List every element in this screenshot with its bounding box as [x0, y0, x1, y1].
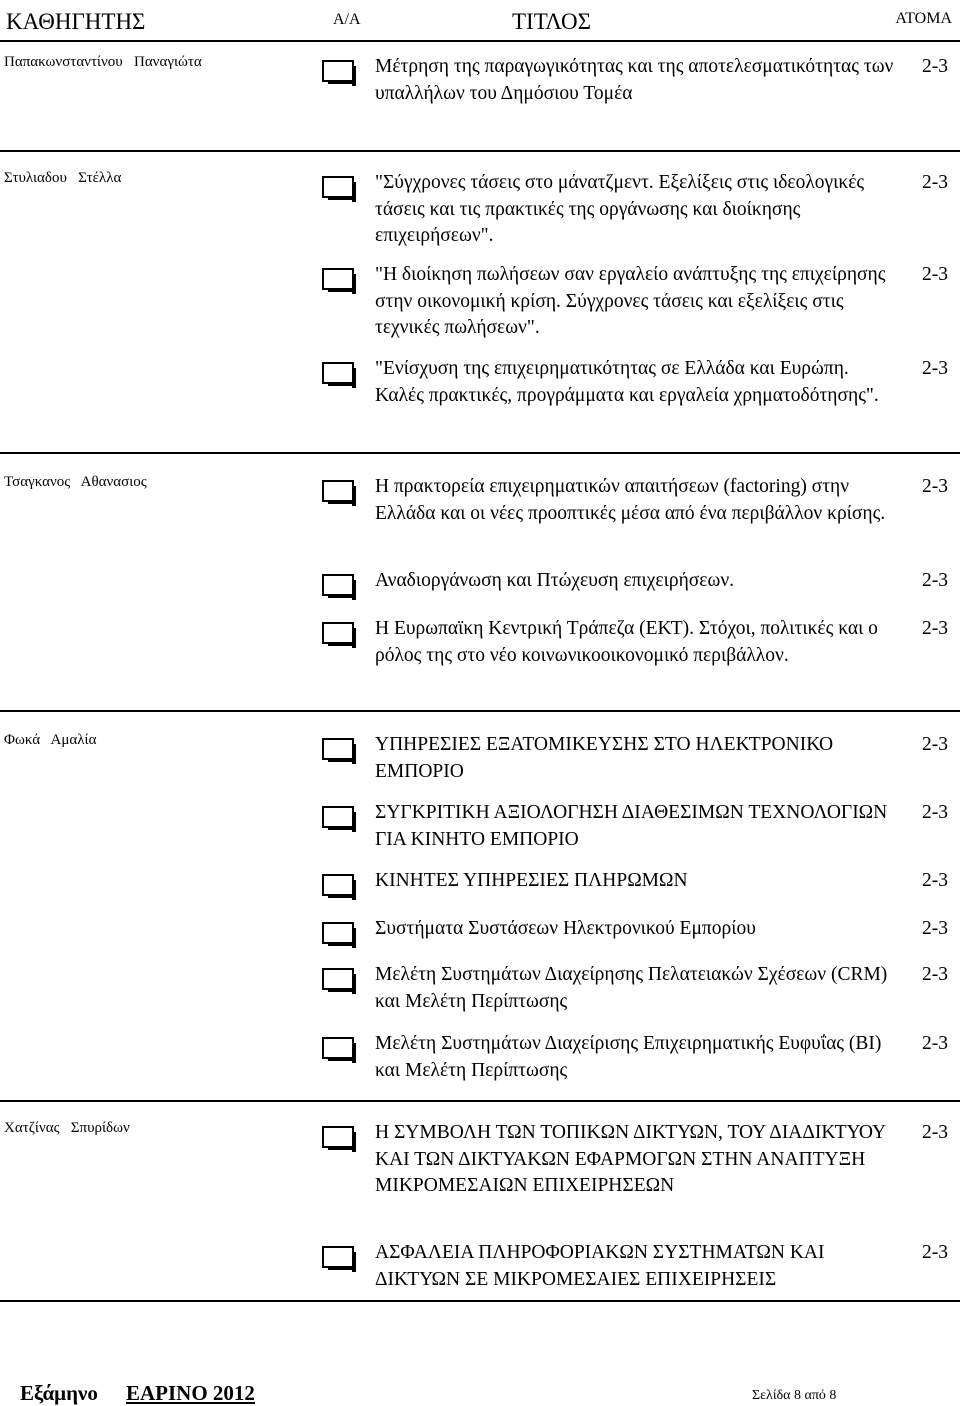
thesis-title: Η πρακτορεία επιχειρηματικών απαιτήσεων (factoring) στην Ελλάδα και οι νέες προοπτικές μέσα από ένα περιβάλλον κρίσης.: [375, 476, 886, 524]
thesis-title: Συστήματα Συστάσεων Ηλεκτρονικού Εμπορίου: [375, 918, 756, 939]
checkbox-icon[interactable]: [322, 574, 354, 596]
thesis-people: 2-3: [922, 358, 948, 379]
thesis-title: Η Ευρωπαϊκη Κεντρική Τράπεζα (ΕΚΤ). Στόχοι, πολιτικές και ο ρόλος της στο νέο κοινωνικοοικονομικό περιβάλλον.: [375, 618, 878, 666]
thesis-people: 2-3: [922, 476, 948, 497]
semester-value: ΕΑΡΙΝΟ 2012: [126, 1381, 255, 1405]
teacher-name: Παπακωνσταντίνου Παναγιώτα: [4, 54, 202, 70]
thesis-people: 2-3: [922, 964, 948, 985]
thesis-title: Η ΣΥΜΒΟΛΗ ΤΩΝ ΤΟΠΙΚΩΝ ΔΙΚΤΥΩΝ, ΤΟΥ ΔΙΑΔΙΚΤΥΟΥ ΚΑΙ ΤΩΝ ΔΙΚΤΥΑΚΩΝ ΕΦΑΡΜΟΓΩΝ ΣΤΗΝ ΑΝΑΠΤΥΞΗ ΜΙΚΡΟΜΕΣΑΙΩΝ ΕΠΙΧΕΙΡΗΣΕΩΝ: [375, 1122, 886, 1196]
group-divider: [0, 150, 960, 152]
thesis-title: "Ενίσχυση της επιχειρηματικότητας σε Ελλάδα και Ευρώπη. Καλές πρακτικές, προγράμματα και εργαλεία χρηματοδότησης".: [375, 358, 879, 406]
checkbox-icon[interactable]: [322, 362, 354, 384]
thesis-people: 2-3: [922, 1033, 948, 1054]
header-teacher: ΚΑΘΗΓΗΤΗΣ: [6, 9, 146, 34]
teacher-name: Τσαγκανος Αθανασιος: [4, 474, 147, 490]
thesis-people: 2-3: [922, 618, 948, 639]
thesis-title: Μελέτη Συστημάτων Διαχείρησης Πελατειακών Σχέσεων (CRM) και Μελέτη Περίπτωσης: [375, 964, 888, 1012]
header-divider: [0, 40, 960, 42]
thesis-people: 2-3: [922, 1242, 948, 1263]
checkbox-icon[interactable]: [322, 60, 354, 82]
thesis-people: 2-3: [922, 870, 948, 891]
checkbox-icon[interactable]: [322, 176, 354, 198]
group-divider: [0, 710, 960, 712]
table-header: [0, 0, 960, 40]
group-divider: [0, 1100, 960, 1102]
page-number: Σελίδα 8 από 8: [752, 1388, 837, 1403]
checkbox-icon[interactable]: [322, 1246, 354, 1268]
thesis-people: 2-3: [922, 172, 948, 193]
thesis-title: ΥΠΗΡΕΣΙΕΣ ΕΞΑΤΟΜΙΚΕΥΣΗΣ ΣΤΟ ΗΛΕΚΤΡΟΝΙΚΟ ΕΜΠΟΡΙΟ: [375, 734, 834, 782]
checkbox-icon[interactable]: [322, 1037, 354, 1059]
thesis-people: 2-3: [922, 56, 948, 77]
thesis-title: "Η διοίκηση πωλήσεων σαν εργαλείο ανάπτυξης της επιχείρησης στην οικονομική κρίση. Σύγχρονες τάσεις και εξελίξεις στις τεχνικές πωλήσεων".: [375, 264, 886, 338]
checkbox-icon[interactable]: [322, 738, 354, 760]
header-people: ΑΤΟΜΑ: [895, 10, 952, 27]
thesis-title: "Σύγχρονες τάσεις στο μάνατζμεντ. Εξελίξεις στις ιδεολογικές τάσεις και τις πρακτικές της οργάνωσης και διοίκησης επιχειρήσεων".: [375, 172, 865, 246]
checkbox-icon[interactable]: [322, 874, 354, 896]
thesis-title: ΑΣΦΑΛΕΙΑ ΠΛΗΡΟΦΟΡΙΑΚΩΝ ΣΥΣΤΗΜΑΤΩΝ ΚΑΙ ΔΙΚΤΥΩΝ ΣΕ ΜΙΚΡΟΜΕΣΑΙΕΣ ΕΠΙΧΕΙΡΗΣΕΙΣ: [375, 1242, 825, 1290]
group-divider: [0, 1300, 960, 1302]
checkbox-icon[interactable]: [322, 622, 354, 644]
thesis-title: ΣΥΓΚΡΙΤΙΚΗ ΑΞΙΟΛΟΓΗΣΗ ΔΙΑΘΕΣΙΜΩΝ ΤΕΧΝΟΛΟΓΙΩΝ ΓΙΑ ΚΙΝΗΤΟ ΕΜΠΟΡΙΟ: [375, 802, 888, 850]
thesis-title: Αναδιοργάνωση και Πτώχευση επιχειρήσεων.: [375, 570, 735, 591]
thesis-title: Μελέτη Συστημάτων Διαχείρισης Επιχειρηματικής Ευφυΐας (BI) και Μελέτη Περίπτωσης: [375, 1033, 882, 1081]
teacher-name: Χατζίνας Σπυρίδων: [4, 1120, 130, 1136]
thesis-title: Μέτρηση της παραγωγικότητας και της αποτελεσματικότητας των υπαλλήλων του Δημόσιου Τομέα: [375, 56, 894, 104]
semester-label: Εξάμηνο: [20, 1381, 98, 1405]
thesis-people: 2-3: [922, 570, 948, 591]
checkbox-icon[interactable]: [322, 806, 354, 828]
checkbox-icon[interactable]: [322, 480, 354, 502]
header-title: ΤΙΤΛΟΣ: [512, 9, 592, 34]
checkbox-icon[interactable]: [322, 968, 354, 990]
teacher-name: Φωκά Αμαλία: [4, 732, 97, 748]
teacher-name: Στυλιαδου Στέλλα: [4, 170, 122, 186]
header-aa: Α/Α: [333, 11, 361, 28]
thesis-title: ΚΙΝΗΤΕΣ ΥΠΗΡΕΣΙΕΣ ΠΛΗΡΩΜΩΝ: [375, 870, 688, 891]
thesis-people: 2-3: [922, 264, 948, 285]
thesis-people: 2-3: [922, 734, 948, 755]
thesis-people: 2-3: [922, 802, 948, 823]
checkbox-icon[interactable]: [322, 268, 354, 290]
thesis-people: 2-3: [922, 1122, 948, 1143]
checkbox-icon[interactable]: [322, 1126, 354, 1148]
checkbox-icon[interactable]: [322, 922, 354, 944]
thesis-people: 2-3: [922, 918, 948, 939]
group-divider: [0, 452, 960, 454]
page-footer: [0, 1380, 960, 1406]
